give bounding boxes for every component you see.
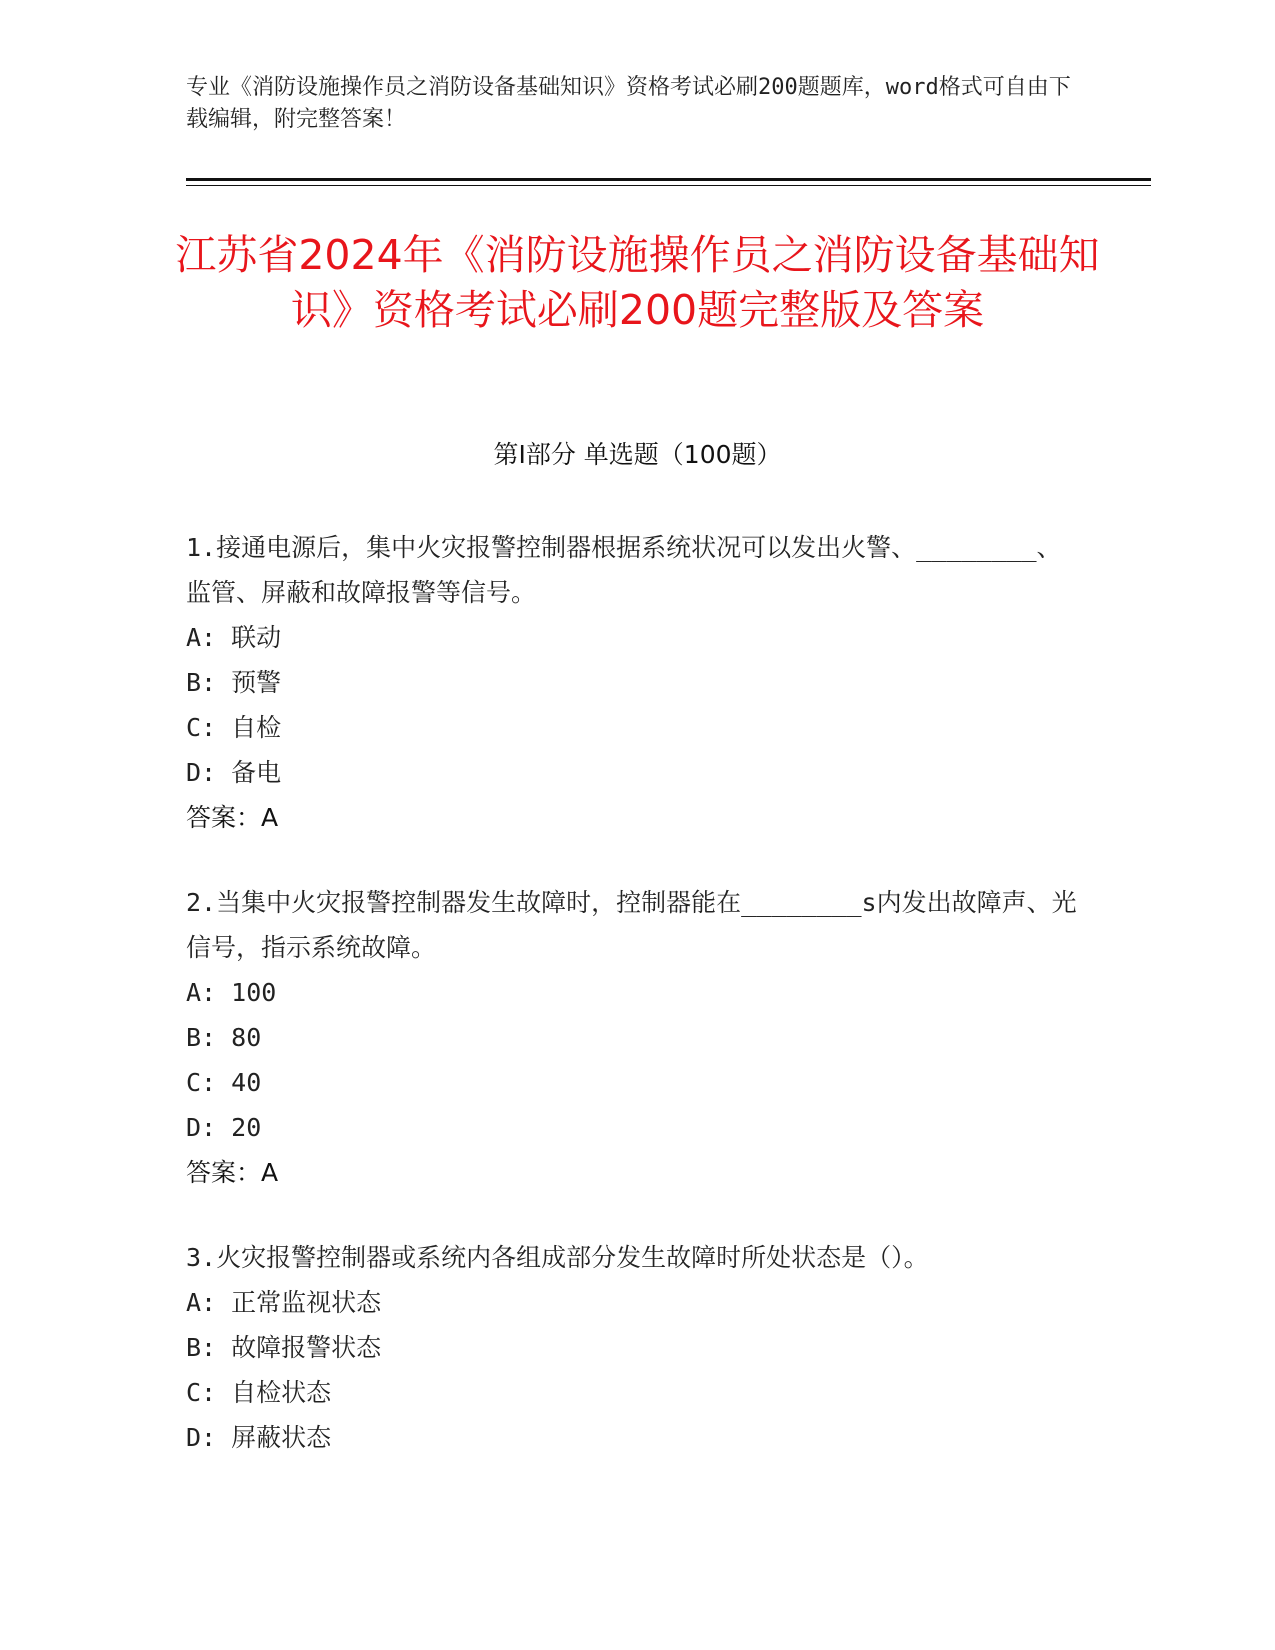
- question-item-1: [186, 525, 1086, 840]
- section-title: 第Ⅰ部分 单选题（100题）: [493, 440, 782, 469]
- header-note: 专业《消防设施操作员之消防设备基础知识》资格考试必刷200题题库，word格式可自由下载编辑，附完整答案！: [186, 75, 1071, 132]
- option-a: A: 正常监视状态: [186, 1288, 382, 1317]
- option-c: C: 自检状态: [186, 1378, 332, 1407]
- option-d: D: 备电: [186, 758, 282, 787]
- option-a: A: 联动: [186, 623, 282, 652]
- option-d: D: 20: [186, 1113, 262, 1142]
- document-title: 江苏省2024年《消防设施操作员之消防设备基础知识》资格考试必刷200题完整版及答案: [175, 231, 1100, 334]
- question-list: [186, 525, 1086, 1500]
- option-b: B: 80: [186, 1023, 262, 1052]
- question-stem: 2.当集中火灾报警控制器发生故障时，控制器能在________s内发出故障声、光信号，指示系统故障。: [186, 888, 1077, 962]
- option-d: D: 屏蔽状态: [186, 1423, 332, 1452]
- header-divider-thick: [186, 178, 1151, 181]
- question-item-2: [186, 880, 1086, 1195]
- answer-line: 答案：A: [186, 803, 279, 832]
- option-b: B: 故障报警状态: [186, 1333, 382, 1362]
- question-stem: 3.火灾报警控制器或系统内各组成部分发生故障时所处状态是（）。: [186, 1243, 929, 1272]
- question-stem: 1.接通电源后，集中火灾报警控制器根据系统状况可以发出火警、________、监管、屏蔽和故障报警等信号。: [186, 533, 1062, 607]
- option-c: C: 40: [186, 1068, 262, 1097]
- header-divider-thin: [186, 185, 1151, 186]
- option-c: C: 自检: [186, 713, 282, 742]
- answer-line: 答案：A: [186, 1158, 279, 1187]
- question-item-3: [186, 1235, 1086, 1460]
- option-a: A: 100: [186, 978, 277, 1007]
- option-b: B: 预警: [186, 668, 282, 697]
